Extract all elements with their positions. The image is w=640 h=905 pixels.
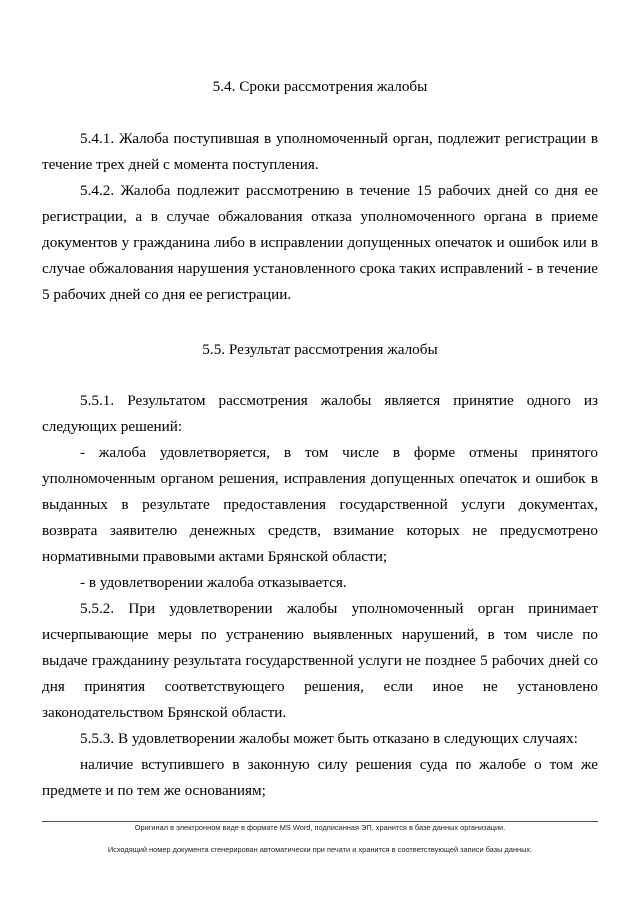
- paragraph-5-5-3: 5.5.3. В удовлетворении жалобы может быть отказано в следующих случаях:: [80, 730, 578, 747]
- section-5-4-title: 5.4. Сроки рассмотрения жалобы: [212, 78, 428, 95]
- paragraph-5-4-2: 5.4.2. Жалоба подлежит рассмотрению в течение 15 рабочих дней со дня ее регистрации, а в случае обжалования отказа уполномоченного органа в приеме документов у гражданина либо в исправлении допущенных опечаток и ошибок или в случае обжалования нарушения установленного срока таких исправлений - в течение 5 рабочих дней со дня ее регистрации.: [42, 182, 598, 303]
- paragraph-5-5-1-option-satisfied: - жалоба удовлетворяется, в том числе в форме отмены принятого уполномоченным органом решения, исправления допущенных опечаток и ошибок в выданных в результате предоставления государственной услуги документах, возврата заявителю денежных средств, взимание которых не предусмотрено нормативными правовыми актами Брянской области;: [42, 444, 598, 565]
- paragraph-5-5-2: 5.5.2. При удовлетворении жалобы уполномоченный орган принимает исчерпывающие меры по устранению выявленных нарушений, в том числе по выдаче гражданину результата государственной услуги не позднее 5 рабочих дней со дня принятия соответствующего решения, если иное не установлено законодательством Брянской области.: [42, 600, 598, 721]
- section-5-5-title: 5.5. Результат рассмотрения жалобы: [202, 341, 438, 358]
- paragraph-5-5-1: 5.5.1. Результатом рассмотрения жалобы является принятие одного из следующих решений:: [42, 392, 598, 435]
- paragraph-5-4-1: 5.4.1. Жалоба поступившая в уполномоченный орган, подлежит регистрации в течение трех дней с момента поступления.: [42, 130, 598, 173]
- paragraph-5-5-1-option-refused: - в удовлетворении жалоба отказывается.: [80, 574, 347, 591]
- footer-divider: [42, 821, 598, 822]
- footer-number-note: Исходящий номер документа сгенерирован автоматически при печати и хранится в соответствующей записи базы данных.: [107, 845, 533, 854]
- footer-original-note: Оригинал в электронном виде в формате MS Word, подписанная ЭП, хранится в базе данных организации.: [134, 823, 506, 832]
- paragraph-5-5-3-case: наличие вступившего в законную силу решения суда по жалобе о том же предмете и по тем же основаниям;: [42, 756, 598, 799]
